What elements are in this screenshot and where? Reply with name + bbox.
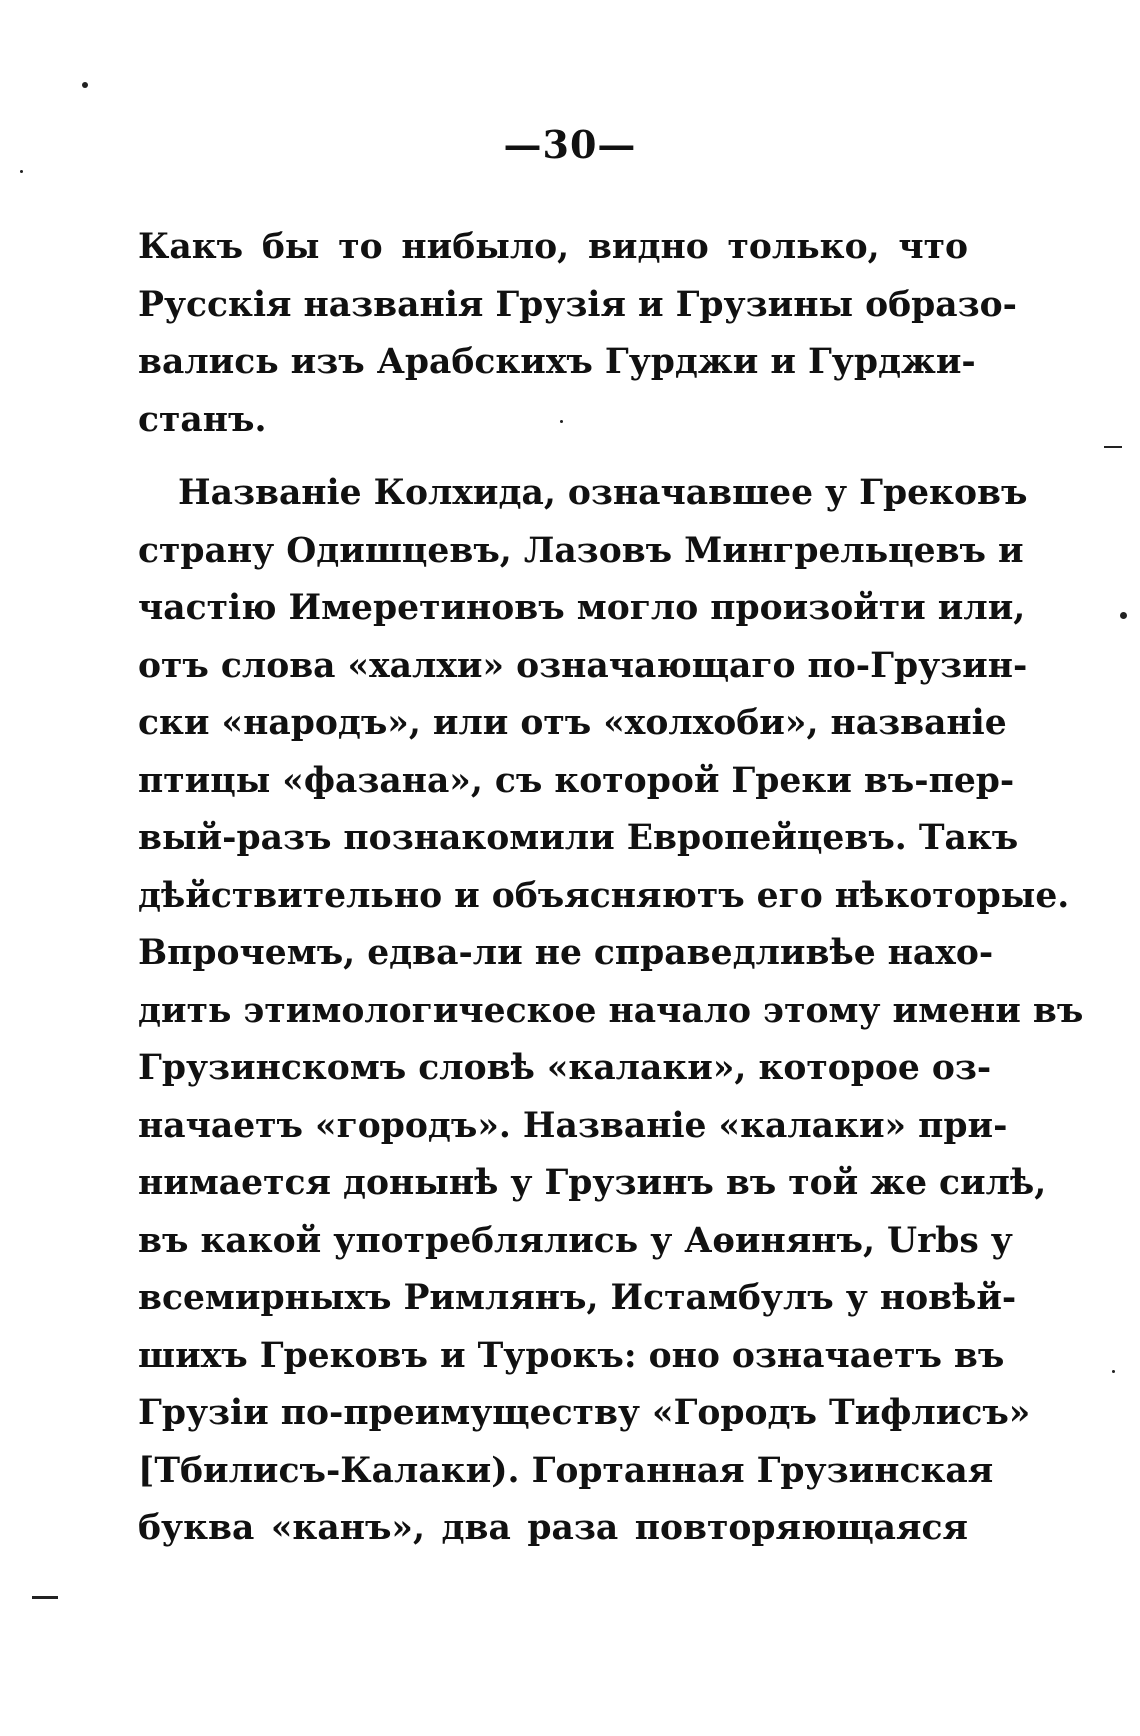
text-line: частію Имеретиновъ могло произойти или,: [138, 588, 1026, 628]
text-line: станъ.: [138, 399, 267, 440]
text-line: птицы «фазана», съ которой Греки въ-пер-: [138, 760, 1015, 801]
text-line: Грузіи по-преимуществу «Городъ Тифлисъ»: [138, 1393, 1031, 1433]
text-line: отъ слова «халхи» означающаго по-Грузин-: [138, 645, 1028, 686]
text-line: страну Одишцевъ, Лазовъ Мингрельцевъ и: [138, 530, 1024, 571]
scan-speck: [82, 82, 88, 88]
page-number: —30—: [503, 122, 637, 167]
scan-mark: [32, 1596, 58, 1599]
scan-speck: [20, 170, 23, 173]
text-line: нимается донынѣ у Грузинъ въ той же силѣ,: [138, 1163, 1047, 1203]
scan-speck: [1112, 1370, 1115, 1373]
paragraph-2: [138, 465, 1084, 1558]
text-line: вались изъ Арабскихъ Гурджи и Гурджи-: [138, 342, 976, 382]
text-line: всемирныхъ Римлянъ, Истамбулъ у новѣй-: [138, 1278, 1017, 1318]
scan-speck: [560, 420, 563, 423]
text-line: шихъ Грековъ и Турокъ: оно означаетъ въ: [138, 1335, 1005, 1376]
text-line: дѣйствительно и объясняютъ его нѣкоторые.: [138, 875, 1070, 916]
text-line: [Тбилисъ-Калаки). Гортанная Грузинская: [138, 1450, 994, 1491]
text-line: Русскія названія Грузія и Грузины образо-: [138, 284, 1017, 325]
text-line: ски «народъ», или отъ «холхоби», названіе: [138, 703, 1007, 743]
text-line: буква «канъ», два раза повторяющаяся: [138, 1508, 968, 1548]
text-line: начаетъ «городъ». Названіе «калаки» при-: [138, 1105, 1008, 1146]
paragraph-1: [138, 219, 1017, 449]
text-line: вый-разъ познакомили Европейцевъ. Такъ: [138, 818, 1019, 858]
scan-speck: [1120, 612, 1127, 619]
text-line: Названіе Колхида, означавшее у Грековъ: [178, 473, 1028, 513]
text-line: Впрочемъ, едва-ли не справедливѣе нахо-: [138, 933, 994, 973]
text-line: дить этимологическое начало этому имени въ: [138, 990, 1084, 1031]
text-line: Грузинскомъ словѣ «калаки», которое оз-: [138, 1048, 992, 1088]
text-line: Какъ бы то нибыло, видно только, что: [138, 227, 968, 267]
text-line: въ какой употреблялись у Аѳинянъ, Urbs у: [138, 1220, 1013, 1261]
scan-mark: [1104, 446, 1122, 448]
